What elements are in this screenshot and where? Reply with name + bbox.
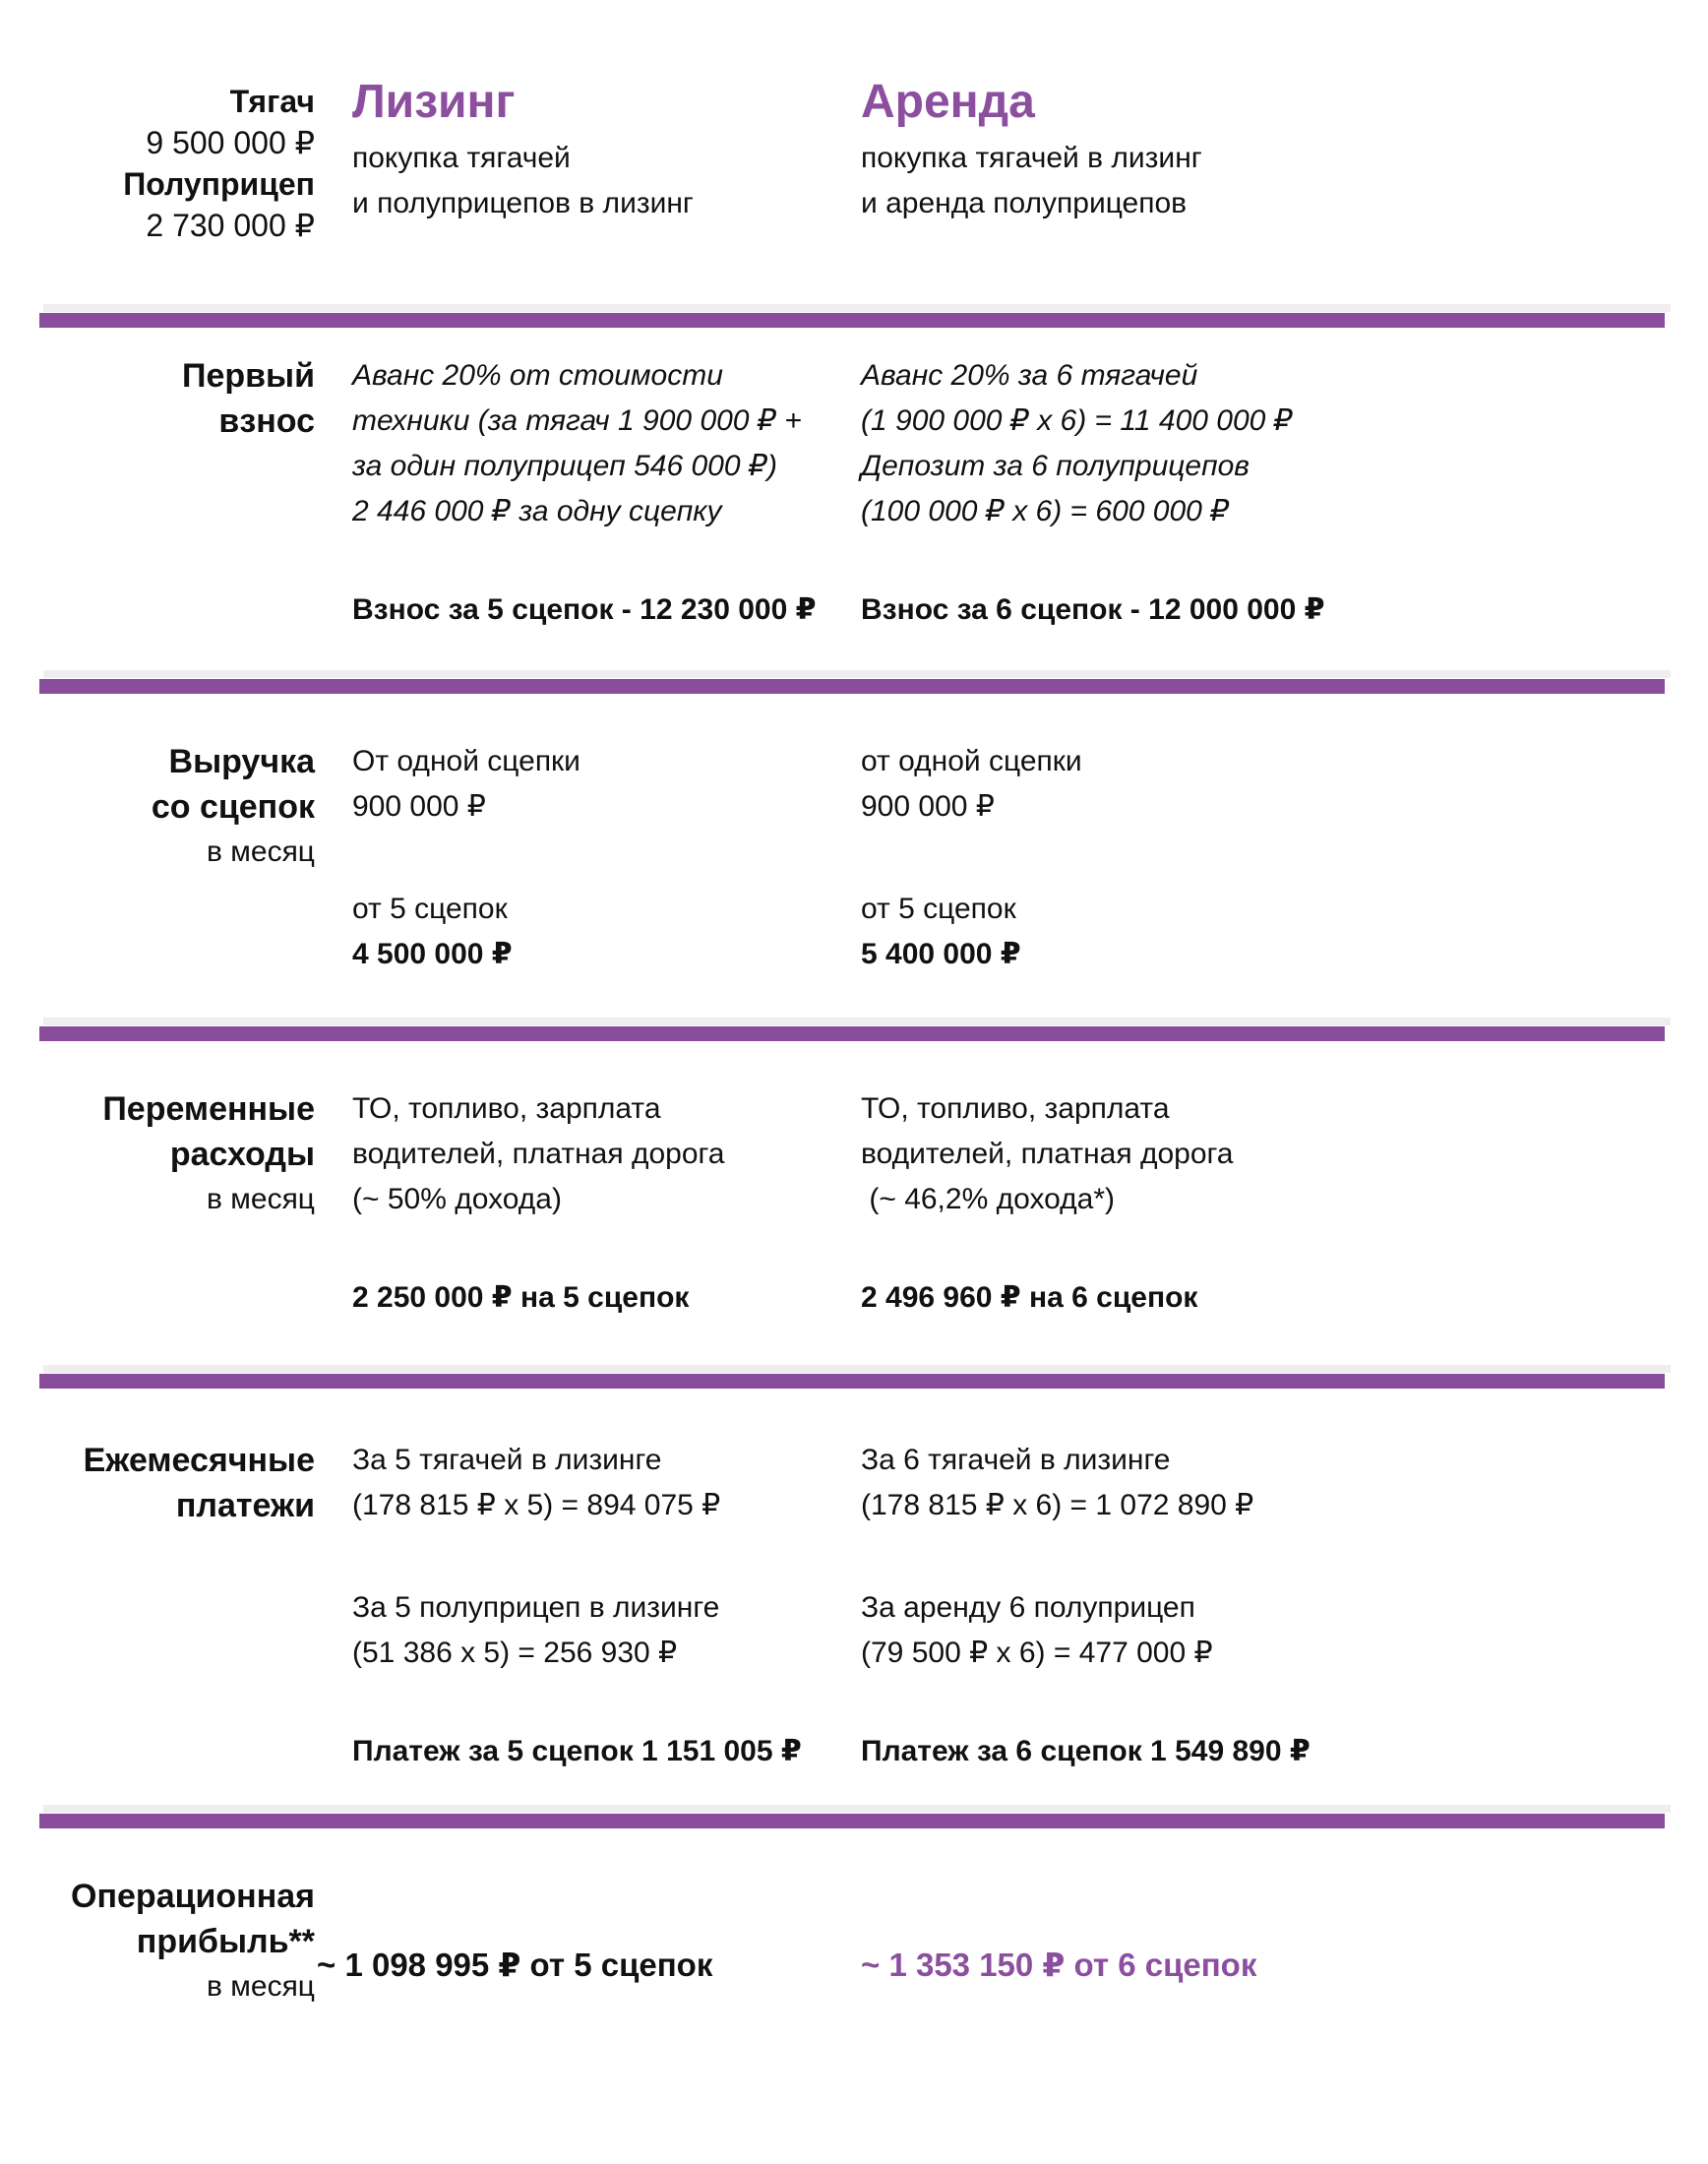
first-payment-label <box>0 353 315 679</box>
leasing-profit-value: ~ 1 098 995 ₽ от 5 сцепок <box>317 1947 713 1983</box>
operating-profit-leasing-cell <box>317 1874 824 2164</box>
operating-profit-label <box>0 1874 315 2164</box>
rent-column-header <box>861 77 1708 313</box>
row-variable-costs <box>0 1041 1708 1374</box>
row-label-note: в месяц <box>206 1183 315 1215</box>
cell-text-line: (79 500 ₽ x 6) = 477 000 ₽ <box>861 1637 1213 1669</box>
cell-summary-line: Взнос за 5 сцепок - 12 230 000 ₽ <box>352 593 817 626</box>
cell-text-line: водителей, платная дорога <box>352 1138 725 1170</box>
cell-text-line: 900 000 ₽ <box>861 790 995 823</box>
cell-text-line: (178 815 ₽ x 5) = 894 075 ₽ <box>352 1489 721 1521</box>
cell-text-line: 900 000 ₽ <box>352 790 486 823</box>
leasing-subtitle-line: покупка тягачей <box>352 142 571 174</box>
first-payment-leasing-cell <box>352 353 824 679</box>
row-label-note: в месяц <box>206 1970 315 2003</box>
row-label-line: Первый <box>182 357 315 395</box>
row-label-line: прибыль** <box>136 1923 315 1960</box>
row-label-line: Операционная <box>71 1878 315 1915</box>
cell-text-line: (178 815 ₽ x 6) = 1 072 890 ₽ <box>861 1489 1254 1521</box>
cell-text-line: ТО, топливо, зарплата <box>861 1092 1170 1125</box>
cell-text-line: Депозит за 6 полуприцепов <box>861 450 1250 482</box>
cell-text-line: От одной сцепки <box>352 745 580 777</box>
rent-profit-value: ~ 1 353 150 ₽ от 6 сцепок <box>861 1947 1257 1983</box>
cell-text-line: водителей, платная дорога <box>861 1138 1234 1170</box>
leasing-title: Лизинг <box>352 76 516 128</box>
cell-text-line: от 5 сцепок <box>861 893 1016 925</box>
rent-subtitle <box>861 136 1708 226</box>
row-monthly-payments <box>0 1389 1708 1814</box>
cell-text-line: (1 900 000 ₽ x 6) = 11 400 000 ₽ <box>861 404 1293 437</box>
row-label-line: взнос <box>218 402 315 440</box>
cell-text-line: Аванс 20% за 6 тягачей <box>861 359 1198 392</box>
cell-text-line: (~ 46,2% дохода*) <box>861 1183 1115 1215</box>
operating-profit-rent-cell <box>861 1874 1708 2164</box>
monthly-payments-leasing-cell <box>352 1438 824 1814</box>
tractor-label: Тягач <box>229 84 315 119</box>
leasing-subtitle-line: и полуприцепов в лизинг <box>352 187 694 219</box>
revenue-leasing-cell <box>352 739 824 1026</box>
monthly-payments-rent-cell <box>861 1438 1708 1814</box>
row-label-line: платежи <box>175 1487 315 1524</box>
revenue-rent-cell <box>861 739 1708 1026</box>
leasing-column-header <box>352 77 824 313</box>
first-payment-rent-cell <box>861 353 1708 679</box>
cell-text-line: (51 386 x 5) = 256 930 ₽ <box>352 1637 678 1669</box>
cell-text-line: За 5 полуприцеп в лизинге <box>352 1591 720 1624</box>
row-label-line: Ежемесячные <box>83 1442 315 1479</box>
row-revenue <box>0 694 1708 1026</box>
cell-text-line: (~ 50% дохода) <box>352 1183 562 1215</box>
cell-text-line: Аванс 20% от стоимости <box>352 359 723 392</box>
row-label-note: в месяц <box>206 835 315 868</box>
row-operating-profit <box>0 1828 1708 2164</box>
row-label-line: расходы <box>169 1136 315 1173</box>
cell-text-line: за один полуприцеп 546 000 ₽) <box>352 450 777 482</box>
cell-text-line: ТО, топливо, зарплата <box>352 1092 661 1125</box>
variable-costs-rent-cell <box>861 1086 1708 1374</box>
row-label-line: Переменные <box>102 1090 315 1128</box>
header-row <box>0 0 1708 313</box>
cell-text-line: техники (за тягач 1 900 000 ₽ + <box>352 404 802 437</box>
variable-costs-leasing-cell <box>352 1086 824 1374</box>
variable-costs-label <box>0 1086 315 1374</box>
equipment-price-block <box>0 77 315 313</box>
cell-summary-line: Взнос за 6 сцепок - 12 000 000 ₽ <box>861 593 1325 626</box>
cell-summary-line: 2 250 000 ₽ на 5 сцепок <box>352 1281 690 1314</box>
rent-subtitle-line: покупка тягачей в лизинг <box>861 142 1202 174</box>
cell-text-line: За 6 тягачей в лизинге <box>861 1444 1171 1476</box>
section-divider <box>39 1374 1665 1389</box>
cell-summary-line: Платеж за 5 сцепок 1 151 005 ₽ <box>352 1735 802 1767</box>
cell-total-line: 4 500 000 ₽ <box>352 938 513 970</box>
row-label-line: Выручка <box>168 743 315 780</box>
section-divider <box>39 1026 1665 1041</box>
cell-text-line: (100 000 ₽ x 6) = 600 000 ₽ <box>861 495 1230 527</box>
monthly-payments-label <box>0 1438 315 1814</box>
cell-summary-line: 2 496 960 ₽ на 6 сцепок <box>861 1281 1198 1314</box>
rent-subtitle-line: и аренда полуприцепов <box>861 187 1188 219</box>
cell-text-line: За 5 тягачей в лизинге <box>352 1444 662 1476</box>
cell-text-line: от 5 сцепок <box>352 893 508 925</box>
row-label-line: со сцепок <box>151 788 315 826</box>
trailer-price: 2 730 000 ₽ <box>146 208 315 243</box>
section-divider <box>39 679 1665 694</box>
cell-text-line: от одной сцепки <box>861 745 1082 777</box>
revenue-label <box>0 739 315 1026</box>
cell-text-line: 2 446 000 ₽ за одну сцепку <box>352 495 722 527</box>
trailer-label: Полуприцеп <box>123 166 315 202</box>
leasing-subtitle <box>352 136 824 226</box>
cell-total-line: 5 400 000 ₽ <box>861 938 1021 970</box>
section-divider <box>39 1814 1665 1828</box>
cell-summary-line: Платеж за 6 сцепок 1 549 890 ₽ <box>861 1735 1311 1767</box>
row-first-payment <box>0 328 1708 679</box>
cell-text-line: За аренду 6 полуприцеп <box>861 1591 1195 1624</box>
section-divider <box>39 313 1665 328</box>
tractor-price: 9 500 000 ₽ <box>146 125 315 160</box>
rent-title: Аренда <box>861 76 1035 128</box>
